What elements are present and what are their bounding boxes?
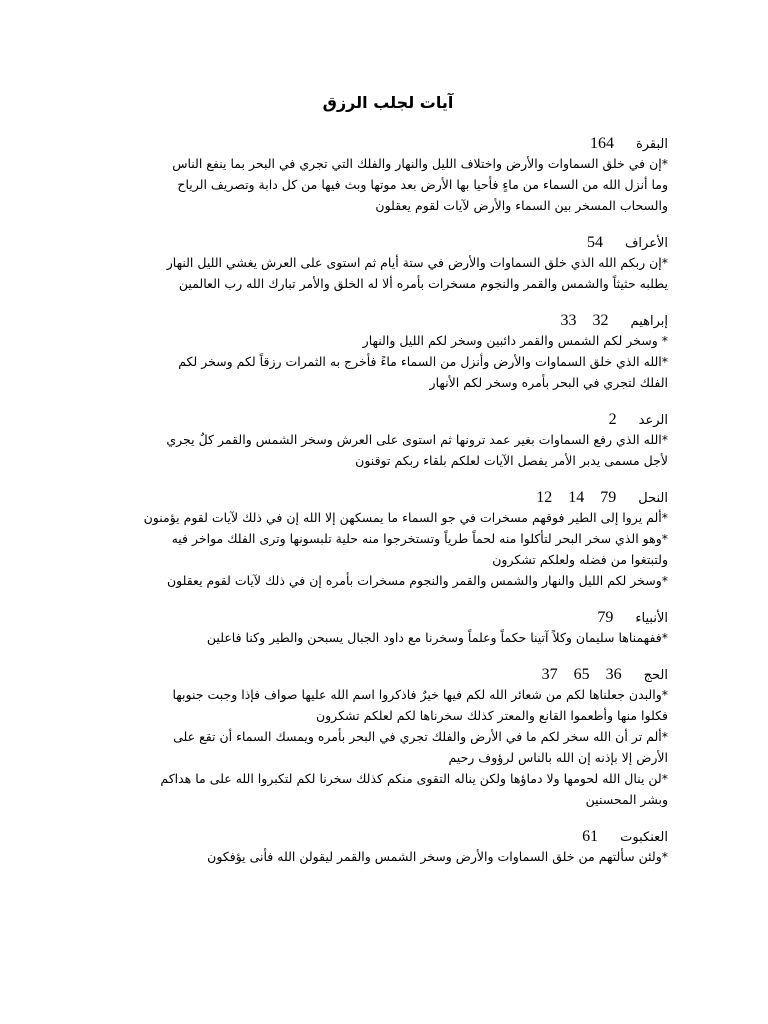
verse-line: *إن ربكم الله الذي خلق السماوات والأرض في ستة أيام ثم استوى على العرش يغشي الليل النهار (166, 255, 668, 270)
surah-name: الرعد (638, 413, 668, 428)
verse-line: وما أنزل الله من السماء من ماءٍ فأحيا بها الأرض بعد موتها وبث فيها من كل دابة وتصريف الرياح (177, 177, 668, 192)
surah-name: الأنبياء (635, 611, 668, 626)
section-heading (108, 826, 668, 846)
verse-line: *والبدن جعلناها لكم من شعائر الله لكم فيها خيرٌ فاذكروا اسم الله عليها صواف فإذا وجبت جنوبها (172, 687, 668, 702)
section-raad (108, 409, 668, 471)
verse-numbers: 36 65 37 (541, 666, 622, 683)
verse-sections (108, 133, 668, 883)
surah-name: الحج (643, 668, 668, 683)
verse-line: الأرض إلا بإذنه إن الله بالناس لرؤوف رحيم (448, 750, 668, 765)
surah-name: البقرة (635, 137, 668, 152)
document-page (108, 0, 668, 1024)
verse-numbers: 2 (608, 411, 617, 428)
section-heading (108, 409, 668, 429)
surah-name: إبراهيم (630, 314, 668, 329)
verse-line: *لن ينال الله لحومها ولا دماؤها ولكن يناله التقوى منكم كذلك سخرنا لكم لتكبروا الله على ما هداكم (160, 771, 668, 786)
verse-line: *ولئن سألتهم من خلق السماوات والأرض وسخر الشمس والقمر ليقولن الله فأنى يؤفكون (207, 849, 668, 864)
verse-line: *الله الذي رفع السماوات بغير عمد ترونها ثم استوى على العرش وسخر الشمس والقمر كلٌ يجري (166, 432, 668, 447)
verse-line: وبشر المحسنين (585, 792, 668, 807)
section-heading (108, 310, 668, 330)
verse-line: *وهو الذي سخر البحر لتأكلوا منه لحماً طرياً وتستخرجوا منه حلية تلبسونها وترى الفلك مواخر فيه (171, 531, 668, 546)
verse-line: * وسخر لكم الشمس والقمر دائبين وسخر لكم الليل والنهار (362, 333, 668, 348)
verse-line: الفلك لتجري في البحر بأمره وسخر لكم الأنهار (429, 375, 668, 390)
section-hajj (108, 664, 668, 810)
section-ankabut (108, 826, 668, 867)
section-anbiya (108, 607, 668, 648)
verse-numbers: 54 (586, 234, 603, 251)
surah-name: النحل (638, 491, 668, 506)
verse-line: لأجل مسمى يدبر الأمر يفصل الآيات لعلكم بلقاء ربكم توقنون (355, 453, 668, 468)
verse-line: يطلبه حثيثاً والشمس والقمر والنجوم مسخرات بأمره ألا له الخلق والأمر تبارك الله رب العالمين (178, 276, 668, 291)
verse-line: *ألم تر أن الله سخر لكم ما في الأرض والفلك تجري في البحر بأمره ويمسك السماء أن تقع على (173, 729, 668, 744)
section-heading (108, 607, 668, 627)
section-araf (108, 232, 668, 294)
verse-line: ولتبتغوا من فضله ولعلكم تشكرون (492, 552, 668, 567)
verse-numbers: 32 33 (560, 312, 609, 329)
document-title: آيات لجلب الرزق (322, 93, 454, 112)
verse-numbers: 61 (582, 828, 599, 845)
section-nahl (108, 487, 668, 591)
verse-numbers: 79 (597, 609, 614, 626)
surah-name: العنكبوت (620, 830, 668, 845)
surah-name: الأعراف (624, 236, 668, 251)
verse-line: فكلوا منها وأطعموا القانع والمعتر كذلك سخرناها لكم لعلكم تشكرون (315, 708, 668, 723)
section-ibrahim (108, 310, 668, 393)
verse-line: *إن في خلق السماوات والأرض واختلاف الليل والنهار والفلك التي تجري في البحر بما ينفع الناس (172, 156, 668, 171)
verse-line: *الله الذي خلق السماوات والأرض وأنزل من السماء ماءً فأخرج به الثمرات رزقاً لكم وسخر لكم (178, 354, 668, 369)
verse-line: والسحاب المسخر بين السماء والأرض لآيات لقوم يعقلون (375, 198, 668, 213)
section-baqarah (108, 133, 668, 216)
section-heading (108, 232, 668, 252)
verse-line: *وسخر لكم الليل والنهار والشمس والقمر والنجوم مسخرات بأمره إن في ذلك لآيات لقوم يعقلون (166, 573, 668, 588)
verse-line: *ففهمناها سليمان وكلاً آتينا حكماً وعلماً وسخرنا مع داود الجبال يسبحن والطير وكنا فاعلين (206, 630, 668, 645)
verse-numbers: 164 (589, 135, 614, 152)
section-heading (108, 487, 668, 507)
verse-line: *ألم يروا إلى الطير فوقهم مسخرات في جو السماء ما يمسكهن إلا الله إن في ذلك لآيات لقوم يؤمنون (143, 510, 668, 525)
section-heading (108, 133, 668, 153)
verse-numbers: 79 14 12 (536, 489, 617, 506)
section-heading (108, 664, 668, 684)
